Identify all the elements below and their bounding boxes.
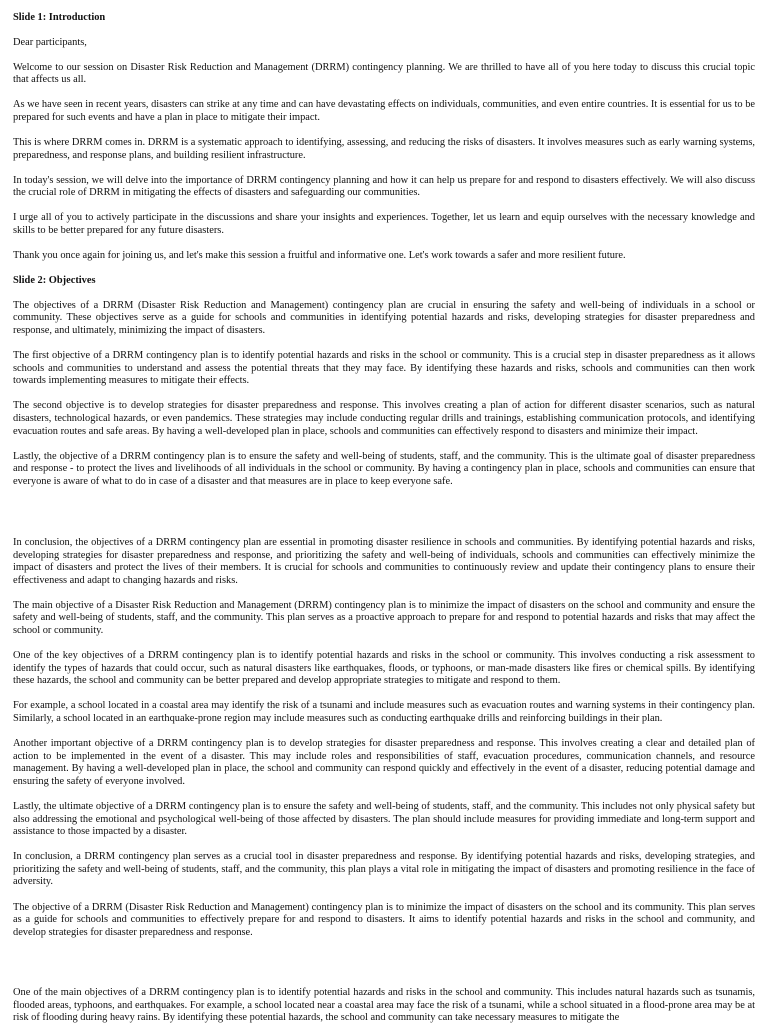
slide2-para-9: Another important objective of a DRRM contingency plan is to develop strategies for disaster preparedness and response. This involves creating a clear and detailed plan of action to be implemented in the event of a disaster. This may include roles and responsibilities of staff, evacuation procedures, communication channels, and resource management. By having a well-developed plan in place, the school and community can respond quickly and effectively in the event of a disaster, reducing potential damage and ensuring the safety of everyone involved. xyxy=(13,738,755,787)
document-page xyxy=(13,8,755,952)
slide1-para-7: Thank you once again for joining us, and let's make this session a fruitful and informative one. Let's work towards a safer and more resilient future. xyxy=(13,250,626,262)
slide2-para-1: The objectives of a DRRM (Disaster Risk Reduction and Management) contingency plan are crucial in ensuring the safety and well-being of individuals in a school or community. These objectives serve as a guide for schools and communities in identifying potential hazards and risks, developing strategies for disaster preparedness and response, and ultimately, minimizing the impact of disasters. xyxy=(13,299,755,336)
slide1-para-4: This is where DRRM comes in. DRRM is a systematic approach to identifying, assessing, and reducing the risks of disasters. It involves measures such as early warning systems, preparedness, and response plans, and building resilient infrastructure. xyxy=(13,137,755,161)
slide2-para-7: One of the key objectives of a DRRM contingency plan is to identify potential hazards and risks in the school or community. This involves conducting a risk assessment to identify the types of hazards that could occur, such as natural disasters like earthquakes, floods, or typhoons, or man-made disasters like fires or chemical spills. By identifying these hazards, the school and community can be better prepared and develop appropriate strategies to mitigate and respond to them. xyxy=(13,650,755,687)
slide2-para-12: The objective of a DRRM (Disaster Risk Reduction and Management) contingency plan is to minimize the impact of disasters on the school and its community. This plan serves as a guide for schools and communities to effectively prepare for and respond to disasters. It aims to identify potential hazards and risks in the school and community, and develop strategies for disaster preparedness and response. xyxy=(13,901,755,938)
slide2-para-6: The main objective of a Disaster Risk Reduction and Management (DRRM) contingency plan is to minimize the impact of disasters on the school and community and ensure the safety and well-being of students, staff, and the community. This plan serves as a proactive approach to prepare for and respond to potential hazards and risks that may affect the school or community. xyxy=(13,599,755,636)
slide1-para-2: Welcome to our session on Disaster Risk Reduction and Management (DRRM) contingency planning. We are thrilled to have all of you here today to discuss this crucial topic that affects us all. xyxy=(13,61,755,86)
cut-off-paragraph-container xyxy=(13,987,755,1027)
slide2-para-8: For example, a school located in a coastal area may identify the risk of a tsunami and include measures such as evacuation routes and warning systems in their contingency plan. Similarly, a school located in an earthquake-prone region may include measures such as conducting earthquake drills and reinforcing buildings in their plan. xyxy=(13,700,755,724)
blank-gap xyxy=(13,501,755,537)
slide2-heading: Slide 2: Objectives xyxy=(13,275,96,287)
slide2-para-13: One of the main objectives of a DRRM contingency plan is to identify potential hazards and risks in the school and community. This includes natural hazards such as tsunamis, flooded areas, typhoons, and earthquakes. For example, a school located near a coastal area may face the risk of a tsunami, while a school situated in a flood-prone area may be at risk of flooding during heavy rains. By identifying these potential hazards, the school and community can take necessary measures to mitigate the xyxy=(13,987,755,1024)
slide1-para-1: Dear participants, xyxy=(13,36,87,48)
slide1-para-5: In today's session, we will delve into the importance of DRRM contingency planning and how it can help us prepare for and respond to disasters effectively. We will also discuss the crucial role of DRRM in mitigating the effects of disasters and safeguarding our communities. xyxy=(13,174,755,199)
slide2-para-11: In conclusion, a DRRM contingency plan serves as a crucial tool in disaster preparedness and response. By identifying potential hazards and risks, developing strategies, and prioritizing the safety and well-being of students, staff, and the community, this plan plays a vital role in mitigating the impact of disasters and promoting resilience in the face of adversity. xyxy=(13,851,755,888)
slide2-para-10: Lastly, the ultimate objective of a DRRM contingency plan is to ensure the safety and well-being of students, staff, and the community. This includes not only physical safety but also addressing the emotional and psychological well-being of those affected by disasters. The plan should include measures for providing immediate and long-term support and assistance to those impacted by a disaster. xyxy=(13,800,755,838)
slide2-para-3: The second objective is to develop strategies for disaster preparedness and response. This involves creating a plan of action for different disaster scenarios, such as natural disasters, technological hazards, or even pandemics. These strategies may include conducting regular drills and trainings, establishing communication protocols, and identifying evacuation routes and safe areas. By having a well-developed plan in place, schools and communities can effectively respond to disasters and minimize their impact. xyxy=(13,400,755,437)
slide2-para-5: In conclusion, the objectives of a DRRM contingency plan are essential in promoting disaster resilience in schools and communities. By identifying potential hazards and risks, developing strategies for disaster preparedness and response, and prioritizing the safety and well-being of individuals, schools and communities can effectively minimize the impact of disasters and protect the lives of their members. It is crucial for schools and communities to continuously review and update their contingency plans to ensure their effectiveness and adapt to changing hazards and risks. xyxy=(13,536,755,586)
slide2-para-4: Lastly, the objective of a DRRM contingency plan is to ensure the safety and well-being of students, staff, and the community. This is the ultimate goal of disaster preparedness and response - to protect the lives and livelihoods of all individuals in the school or community. By having a contingency plan in place, schools and communities can ensure that everyone is aware of what to do in case of a disaster and that measures are in place to keep everyone safe. xyxy=(13,450,755,487)
slide2-para-2: The first objective of a DRRM contingency plan is to identify potential hazards and risks in the school or community. This is a crucial step in disaster preparedness as it allows schools and communities to understand and assess the potential threats that they may face. By identifying these hazards and risks, schools and communities can then work towards implementing measures to mitigate their effects. xyxy=(13,350,755,387)
slide1-para-3: As we have seen in recent years, disasters can strike at any time and can have devastating effects on individuals, communities, and even entire countries. It is essential for us to be prepared for such events and have a plan in place to mitigate their impact. xyxy=(13,99,755,123)
slide1-heading: Slide 1: Introduction xyxy=(13,12,106,23)
slide1-para-6: I urge all of you to actively participate in the discussions and share your insights and experiences. Together, let us learn and equip ourselves with the necessary knowledge and skills to be better prepared for any future disasters. xyxy=(13,212,755,237)
